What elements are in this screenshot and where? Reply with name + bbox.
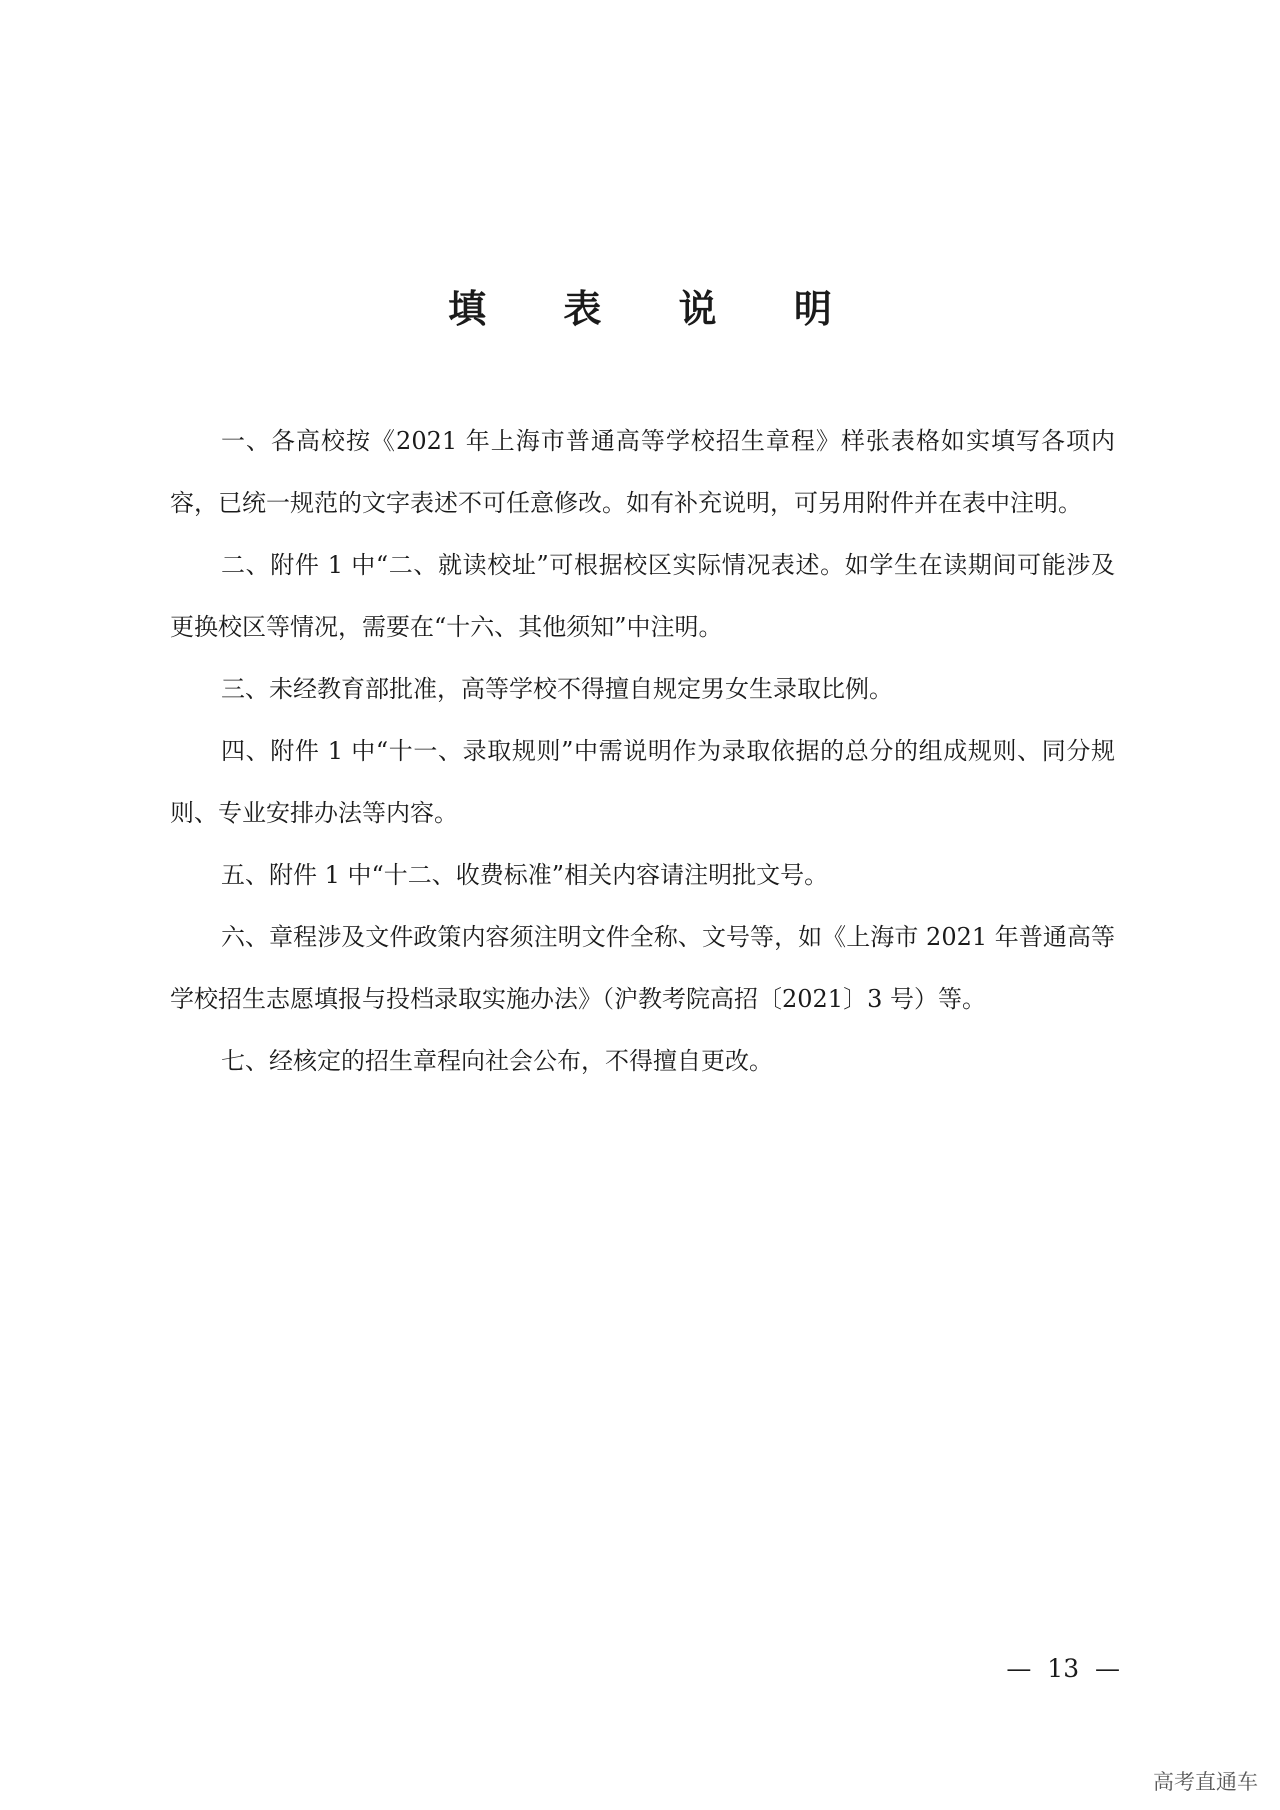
paragraph-3: 三、未经教育部批准，高等学校不得擅自规定男女生录取比例。 bbox=[221, 675, 893, 703]
paragraph-5: 五、附件 1 中“十二、收费标准”相关内容请注明批文号。 bbox=[221, 861, 829, 889]
paragraph-7: 七、经核定的招生章程向社会公布，不得擅自更改。 bbox=[221, 1047, 773, 1075]
paragraph-2: 二、附件 1 中“二、就读校址”可根据校区实际情况表述。如学生在读期间可能涉及更换校区等情况，需要在“十六、其他须知”中注明。 bbox=[170, 551, 1115, 641]
paragraph-1: 一、各高校按《2021 年上海市普通高等学校招生章程》样张表格如实填写各项内容，已统一规范的文字表述不可任意修改。如有补充说明，可另用附件并在表中注明。 bbox=[170, 427, 1115, 517]
instructions-body bbox=[170, 410, 1115, 1092]
page-title: 填 表 说 明 bbox=[448, 286, 864, 331]
paragraph-6: 六、章程涉及文件政策内容须注明文件全称、文号等，如《上海市 2021 年普通高等学校招生志愿填报与投档录取实施办法》（沪教考院高招〔2021〕3 号）等。 bbox=[170, 923, 1115, 1013]
watermark: 高考直通车 bbox=[1153, 1770, 1258, 1794]
paragraph-4: 四、附件 1 中“十一、录取规则”中需说明作为录取依据的总分的组成规则、同分规则、专业安排办法等内容。 bbox=[170, 737, 1115, 827]
page-number: — 13 — bbox=[1006, 1654, 1120, 1683]
